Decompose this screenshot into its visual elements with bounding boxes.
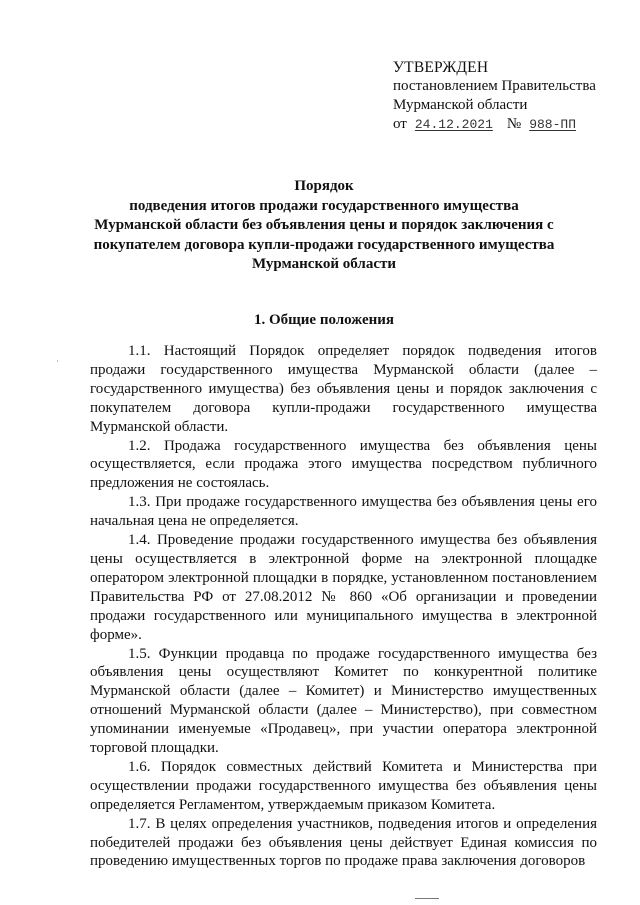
document-body <box>90 342 597 871</box>
approval-number-prefix: № <box>506 116 522 132</box>
document-title <box>90 177 558 275</box>
approval-date-prefix: от <box>393 116 407 132</box>
section-heading: 1. Общие положения <box>253 312 395 328</box>
approval-date: 24.12.2021 <box>414 117 493 132</box>
approval-line-2: Мурманской области <box>393 97 528 113</box>
paragraph-1-6: 1.6. Порядок совместных действий Комитета и Министерства при осуществлении продажи государственного имущества без объявления цены определяется Регламентом, утверждаемым приказом Комитета. <box>90 758 597 813</box>
paragraph-1-5: 1.5. Функции продавца по продаже государственного имущества без объявления цены осуществляют Комитет по конкурентной политике Мурманской области (далее – Комитет) и Министерство имущественных отношений Мурманской области (далее – Министерство), при совместном упоминании именуемые «Продавец», при участии оператора электронной торговой площадки. <box>90 645 597 757</box>
approval-line-1: постановлением Правительства <box>393 78 596 94</box>
paragraph-1-1: 1.1. Настоящий Порядок определяет порядок подведения итогов продажи государственного имущества Мурманской области (далее – государственного имущества) без объявления цены и порядок заключения с покупателем договора купли-продажи государственного имущества Мурманской области. <box>90 343 597 435</box>
paragraph-1-7: 1.7. В целях определения участников, подведения итогов и определения победителей продажи без объявления цены действует Единая комиссия по проведению имущественных торгов по продаже права заключения договоров <box>90 815 597 870</box>
document-title-first-line: Порядок <box>294 178 354 194</box>
margin-mark <box>57 360 58 362</box>
approval-stamp <box>393 58 623 134</box>
approval-date-row <box>393 115 623 134</box>
paragraph-1-4: 1.4. Проведение продажи государственного имущества без объявления цены осуществляется в электронной форме на электронной площадке оператором электронной площадки в порядке, установленном постановлением Правительства РФ от 27.08.2012 № 860 «Об организации и проведении продажи государственного или муниципального имущества в электронной форме». <box>90 532 597 643</box>
paragraph-1-3: 1.3. При продаже государственного имущества без объявления цены его начальная цена не определяется. <box>90 494 597 530</box>
approval-heading: УТВЕРЖДЕН <box>393 59 489 76</box>
footer-mark <box>415 898 439 899</box>
document-title-rest: подведения итогов продажи государственного имущества Мурманской области без объявления цены и порядок заключения с покупателем договора купли-продажи государственного имущества Мурманской области <box>93 197 555 272</box>
approval-number: 988-ПП <box>529 117 576 132</box>
paragraph-1-2: 1.2. Продажа государственного имущества без объявления цены осуществляется, если продажа этого имущества посредством публичного предложения не состоялась. <box>90 437 597 492</box>
